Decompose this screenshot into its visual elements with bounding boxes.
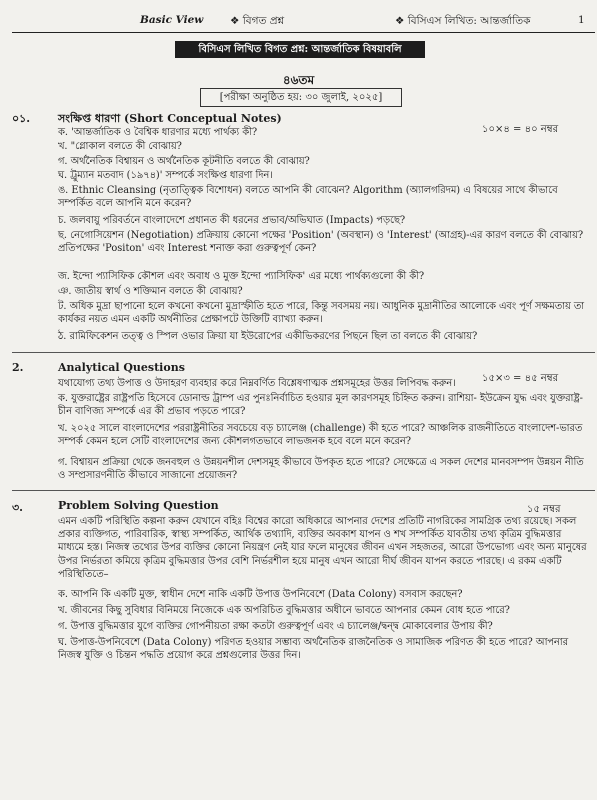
section-1-title: সংক্ষিপ্ত ধারণা (Short Conceptual Notes) [58, 112, 282, 125]
section-3-scenario: এমন একটি পরিস্থিতি কল্পনা করুন যেখানে বহিঃ বিশ্বের কারো অধিকারে আপনার দেশের প্রতিটি নাগরিকের সামগ্রিক তথ্য রয়েছে। সকল প্রকার ব্যক্তিগত, পারিবারিক, স্বাস্থ্য সম্পর্কিত, আর্থিক তথ্যাদি, ব্যক্তির অবকাশ যাপন ও শখ সম্পর্কিত যাবতীয় তথ্য কৃত্রিম বুদ্ধিমত্তার মাধ্যমে হস্ত। নিজস্ব তথ্যের উপর ব্যক্তির কোনো নিয়ন্ত্রণ নেই যার ফলে মানুষের জীবন এখন সহজতর, আরো উপভোগ্য এবং অন্য মানুষের উপর নির্ভরতা কমিয়ে কৃত্রিম বুদ্ধিমত্তার উপর বেশি নির্ভরশীল হয়ে মানুষ এখন আরো দীর্ঘ জীবন যাপন করতে পারছে। এ রকম একটি পরিস্থিতিতে– [58, 516, 587, 580]
list-item: ঞ. জাতীয় স্বার্থ ও শক্তিমান বলতে কী বোঝায়? [58, 286, 243, 297]
section-divider [12, 352, 595, 353]
section-divider [12, 490, 595, 491]
page-header [0, 14, 597, 32]
section-2-marks: ১৫×৩ = ৪৫ নম্বর [482, 373, 559, 384]
section-3-marks: ১৫ নম্বর [527, 504, 561, 515]
header-bullet-past-questions: ❖ বিগত প্রশ্ন [230, 15, 285, 27]
section-1-number: ০১. [12, 112, 31, 125]
list-item: ছ. নেগোসিয়েশন (Negotiation) প্রক্রিয়ায় কোনো পক্ষের 'Position' (অবস্থান) ও 'Interest' (আগ্রহ)-এর কারণ বলতে কী বোঝায়? প্রতিপক্ষের 'Positon' এবং Interest শনাক্ত করা গুরুত্বপূর্ণ কেন? [58, 230, 584, 255]
list-item: চ. জলবায়ু পরিবর্তনে বাংলাদেশে প্রধানত কী ধরনের প্রভাব/অভিঘাত (Impacts) পড়ছে? [58, 215, 406, 226]
list-item: খ. "গ্লোকাল বলতে কী বোঝায়? [58, 141, 182, 152]
section-3-title: Problem Solving Question [58, 499, 219, 512]
list-item: জ. ইন্দো প্যাসিফিক কৌশল এবং অবাধ ও মুক্ত ইন্দো প্যাসিফিক' এর মধ্যে পার্থক্যগুলো কী কী? [58, 271, 425, 282]
list-item: ঘ. ট্রুম্যান মতবাদ (১৯৭৪)' সম্পর্কে সংক্ষিপ্ত ধারণা দিন। [58, 170, 273, 181]
list-item: ক. যুক্তরাষ্ট্রের রাষ্ট্রপতি হিসেবে ডোনাল্ড ট্রাম্প এর পুনঃনির্বাচিত হওয়ার মূল কারণসমূহ চিহ্নিত করুন। রাশিয়া- ইউক্রেন যুদ্ধ এবং যুক্তরাষ্ট্র-চীন বাণিজ্য সম্পর্কে এর কী প্রভাব পড়তে পারে? [58, 393, 583, 418]
list-item: ঠ. রামিফিকেশন তত্ত্ব ও স্পিল ওভার ক্রিয়া যা ইউরোপের একীভিকরণের পিছনে ছিল তা বলতে কী বোঝায়? [58, 331, 478, 342]
list-item: খ. জীবনের কিছু সুবিধার বিনিময়ে নিজেকে এক অপরিচিত বুদ্ধিমত্তার অধীনে ভাবতে আপনার কেমন বোধ হতে পারে? [58, 605, 510, 616]
list-item: গ. অর্থনৈতিক বিশ্বায়ন ও অর্থনৈতিক কূটনীতি বলতে কী বোঝায়? [58, 156, 310, 167]
list-item: ক. 'আন্তর্জাতিক ও বৈশ্বিক ধারণার মধ্যে পার্থক্য কী? [58, 127, 258, 138]
list-item: খ. ২০২৫ সালে বাংলাদেশের পররাষ্ট্রনীতির সবচেয়ে বড় চ্যালেঞ্জ (challenge) কী হতে পারে? আঞ্চলিক রাজনীতিতে বাংলাদেশ-ভারত সম্পর্ক কেমন হলে সেটি বাংলাদেশের জন্য কৌশলগতভাবে লাভজনক হবে বলে মনে করেন? [58, 423, 583, 448]
exam-number: ৪৬তম [282, 73, 315, 87]
title-banner: বিসিএস লিখিত বিগত প্রশ্ন: আন্তর্জাতিক বিষয়াবলি [175, 41, 425, 58]
view-label: Basic View [140, 14, 204, 26]
list-item: ক. আপনি কি একটি মুক্ত, স্বাধীন দেশে নাকি একটি উপাত্ত উপনিবেশে (Data Colony) বসবাস করছেন? [58, 589, 463, 600]
section-3-number: ৩. [12, 501, 23, 514]
list-item: ট. অধিক মুদ্রা ছাপানো হলে কখনো কখনো মুদ্রাস্ফীতি হতে পারে, কিন্তু সবসময় নয়। আধুনিক মুদ্রানীতির আলোকে এবং পূর্ণ সক্ষমতায় তা কার্যকর নয়ত এমন একটি অর্থনীতির প্রেক্ষাপটে উক্তিটি ব্যাখ্যা করুন। [58, 301, 585, 326]
section-2-intro: যথাযোগ্য তথ্য উপাত্ত ও উদাহরণ ব্যবহার করে নিম্নবর্ণিত বিশ্লেষণাত্মক প্রশ্নসমূহের উত্তর লিপিবদ্ধ করুন। [58, 378, 456, 389]
list-item: ঙ. Ethnic Cleansing (নৃতাত্ত্বিক বিশোধন) বলতে আপনি কী বোঝেন? Algorithm (অ্যালগরিদম) এ বিষয়ের সাথে কীভাবে সম্পর্কিত বলে আপনি মনে করেন? [58, 185, 558, 210]
list-item: গ. বিশ্বায়ন প্রক্রিয়া থেকে জনবহুল ও উন্নয়নশীল দেশসমূহ কীভাবে উপকৃত হতে পারে? সেক্ষেত্রে এ সকল দেশের মানবসম্পদ উন্নয়ন নীতি ও সম্প্রসারণনীতি কীভাবে সাজানো প্রয়োজন? [58, 457, 584, 482]
header-divider [12, 32, 595, 33]
list-item: গ. উপাত্ত বুদ্ধিমত্তার যুগে ব্যক্তির গোপনীয়তা রক্ষা কতটা গুরুত্বপূর্ণ এবং এ চ্যালেঞ্জ/দ্বন্দ্ব মোকাবেলার উপায় কী? [58, 621, 493, 632]
page-number: 1 [578, 14, 585, 26]
section-2-title: Analytical Questions [58, 361, 185, 374]
list-item: ঘ. উপাত্ত-উপনিবেশে (Data Colony) পরিণত হওয়ার সম্ভাব্য অর্থনৈতিক রাজনৈতিক ও সামাজিক পরিণত কী হতে পারে? আপনার নিজস্ব যুক্তি ও চিন্তন পদ্ধতি প্রয়োগ করে প্রশ্নগুলোর উত্তর দিন। [58, 637, 569, 662]
section-1-marks: ১০×৪ = ৪০ নম্বর [482, 124, 559, 135]
exam-date: [পরীক্ষা অনুষ্ঠিত হয়: ৩০ জুলাই, ২০২৫] [200, 88, 402, 107]
section-2-number: 2. [12, 361, 24, 374]
header-bullet-subject: ❖ বিসিএস লিখিত: আন্তর্জাতিক [395, 15, 531, 27]
